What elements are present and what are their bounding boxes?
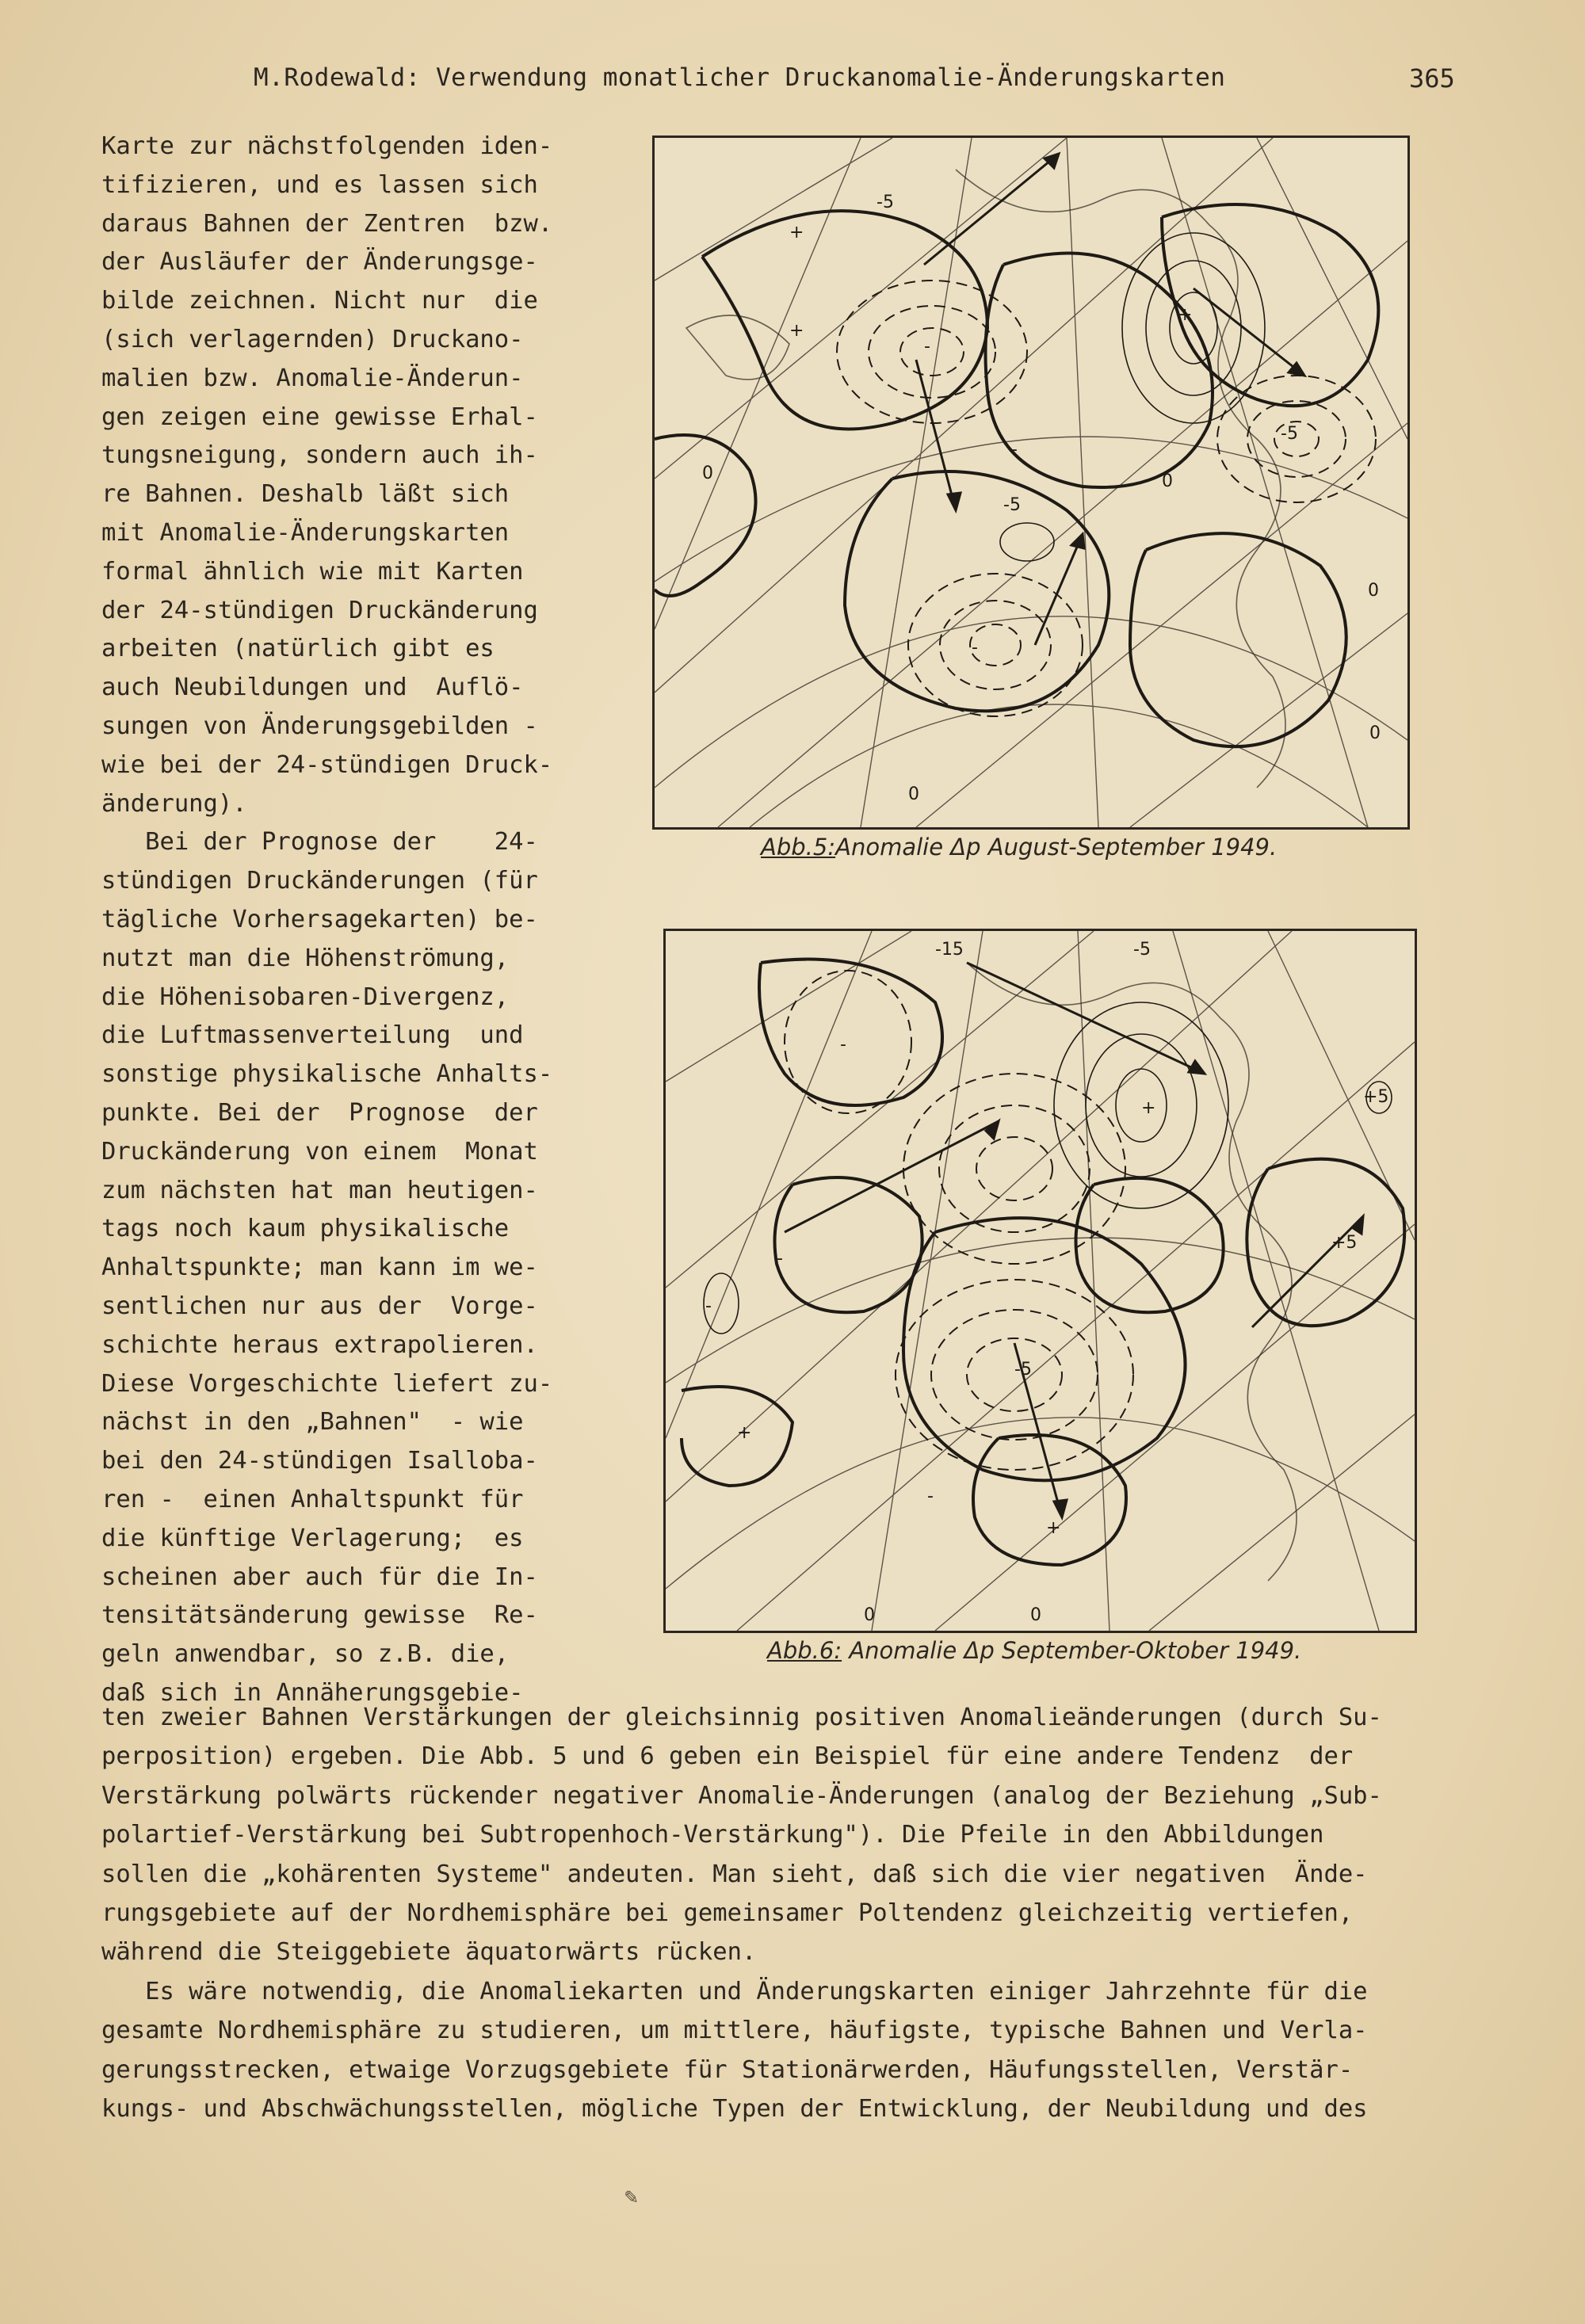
column-text-line: tifizieren, und es lassen sich [101, 170, 538, 199]
full-width-text-line: Verstärkung polwärts rückender negativer Anomalie-Änderungen (analog der Beziehung „Sub- [101, 1781, 1382, 1810]
column-text-line: schichte heraus extrapolieren. [101, 1330, 538, 1359]
figure-5-map [652, 135, 1410, 830]
running-header: M.Rodewald: Verwendung monatlicher Druckanomalie-Änderungskarten [254, 63, 1226, 92]
column-text-line: der 24-stündigen Druckänderung [101, 596, 538, 624]
figure-5-label: 0 [908, 784, 919, 804]
column-text-line: arbeiten (natürlich gibt es [101, 635, 495, 663]
full-width-text-line: ten zweier Bahnen Verstärkungen der gleichsinnig positiven Anomalieänderungen (durch Su- [101, 1704, 1382, 1731]
figure-6-map [663, 929, 1417, 1633]
full-width-text-line: perposition) ergeben. Die Abb. 5 und 6 geben ein Beispiel für eine andere Tendenz der [101, 1742, 1354, 1771]
column-text-line: (sich verlagernden) Druckano- [101, 326, 524, 353]
column-text-line: zum nächsten hat man heutigen- [101, 1176, 538, 1204]
column-text-line: tungsneigung, sondern auch ih- [101, 441, 538, 470]
column-text-line: tags noch kaum physikalische [101, 1215, 510, 1243]
figure-5-label: 0 [1368, 581, 1379, 601]
column-text-line: Bei der Prognose der 24- [101, 828, 538, 857]
column-text-line: sungen von Änderungsgebilden - [101, 712, 538, 740]
column-text-line: scheinen aber auch für die In- [101, 1563, 538, 1591]
figure-6-label: +5 [1331, 1233, 1358, 1253]
column-text-line: Druckänderung von einem Monat [101, 1137, 538, 1166]
column-text-line: daraus Bahnen der Zentren bzw. [101, 209, 553, 238]
figure-5-label: -5 [1003, 495, 1021, 515]
figure-6-label: -15 [935, 940, 964, 960]
full-width-text-line: gesamte Nordhemisphäre zu studieren, um mittlere, häufigste, typische Bahnen und Verla- [101, 2017, 1368, 2045]
column-text-line: sonstige physikalische Anhalts- [101, 1060, 553, 1089]
column-text-line: tägliche Vorhersagekarten) be- [101, 906, 538, 933]
column-text-line: tensitätsänderung gewisse Re- [101, 1601, 538, 1630]
figure-5-label: + [1178, 305, 1193, 325]
column-text-line: mit Anomalie-Änderungskarten [101, 519, 510, 547]
figure-6-label: -5 [1014, 1360, 1032, 1380]
column-text-line: sentlichen nur aus der Vorge- [101, 1292, 538, 1320]
figure-5-label: - [924, 337, 930, 357]
figure-5-caption-title: Anomalie Δp August-September 1949. [835, 834, 1278, 861]
column-text-line: Diese Vorgeschichte liefert zu- [101, 1369, 553, 1398]
figure-6-label: + [1141, 1098, 1156, 1118]
figure-6-caption-title: Anomalie Δp September-Oktober 1949. [849, 1637, 1302, 1664]
column-text-line: ren - einen Anhaltspunkt für [101, 1486, 524, 1513]
figure-6-label: 0 [1030, 1605, 1041, 1625]
column-text-line: wie bei der 24-stündigen Druck- [101, 750, 553, 779]
column-text-line: re Bahnen. Deshalb läßt sich [101, 480, 510, 509]
figure-5-label: -5 [1281, 424, 1298, 444]
figure-5-label: 0 [1369, 723, 1381, 743]
column-text-line: geln anwendbar, so z.B. die, [101, 1640, 510, 1669]
column-text-line: der Ausläufer der Änderungsge- [101, 248, 538, 277]
figure-6-map-drawing [666, 931, 1415, 1631]
figure-6-label: -5 [1133, 940, 1151, 960]
full-width-text-line: während die Steiggebiete äquatorwärts rücken. [101, 1938, 757, 1967]
figure-5-label: + [789, 223, 804, 242]
figure-6-label: +5 [1363, 1087, 1389, 1107]
column-text-line: Anhaltspunkte; man kann im we- [101, 1254, 538, 1282]
figure-5-label: - [972, 638, 978, 658]
figure-6-label: 0 [864, 1605, 875, 1625]
column-text-line: die künftige Verlagerung; es [101, 1524, 524, 1552]
figure-6-caption-abb: Abb.6: [767, 1637, 842, 1664]
column-text-line: auch Neubildungen und Auflö- [101, 674, 524, 702]
figure-5-caption-abb: Abb.5: [761, 834, 836, 861]
figure-6-label: + [1046, 1518, 1061, 1538]
column-text-line: formal ähnlich wie mit Karten [101, 557, 524, 586]
figure-5-map-drawing [655, 138, 1407, 827]
figure-5-label: 0 [702, 464, 713, 483]
figure-6-label: - [840, 1035, 846, 1055]
column-text-line: Karte zur nächstfolgenden iden- [101, 132, 553, 160]
column-text-line: bei den 24-stündigen Isalloba- [101, 1447, 538, 1475]
column-text-line: bilde zeichnen. Nicht nur die [101, 287, 538, 315]
full-width-text-line: kungs- und Abschwächungsstellen, mögliche Typen der Entwicklung, der Neubildung und des [101, 2095, 1368, 2123]
full-width-text-line: polartief-Verstärkung bei Subtropenhoch-Verstärkung"). Die Pfeile in den Abbildungen [101, 1821, 1324, 1849]
column-text-line: gen zeigen eine gewisse Erhal- [101, 403, 538, 431]
figure-5-label: - [1011, 440, 1018, 460]
column-text-line: daß sich in Annäherungsgebie- [101, 1679, 524, 1707]
figure-5-label: -5 [877, 193, 894, 212]
ink-smudge: ✎ [624, 2183, 638, 2209]
figure-5-label: + [789, 321, 804, 341]
column-text-line: malien bzw. Anomalie-Änderun- [101, 364, 524, 392]
full-width-text-line: Es wäre notwendig, die Anomaliekarten und Änderungskarten einiger Jahrzehnte für die [101, 1977, 1368, 2005]
figure-6-caption [767, 1637, 1301, 1664]
full-width-text-line: gerungsstrecken, etwaige Vorzugsgebiete für Stationärwerden, Häufungsstellen, Verstär- [101, 2055, 1354, 2084]
figure-5-label: 0 [1162, 471, 1173, 491]
page-number: 365 [1409, 63, 1455, 93]
column-text-line: änderung). [101, 789, 247, 818]
column-text-line: stündigen Druckänderungen (für [101, 867, 538, 895]
column-text-line: nächst in den „Bahnen" - wie [101, 1408, 524, 1437]
figure-6-label: - [927, 1486, 934, 1506]
full-width-text-line: sollen die „kohärenten Systeme" andeuten. Man sieht, daß sich die vier negativen Ände- [101, 1860, 1368, 1888]
figure-6-label: + [737, 1423, 752, 1443]
figure-5-caption [761, 834, 1277, 861]
column-text-line: nutzt man die Höhenströmung, [101, 944, 510, 972]
full-width-text-line: rungsgebiete auf der Nordhemisphäre bei gemeinsamer Poltendenz gleichzeitig vertiefen, [101, 1899, 1354, 1927]
column-text-line: punkte. Bei der Prognose der [101, 1099, 538, 1127]
column-text-line: die Luftmassenverteilung und [101, 1021, 524, 1050]
figure-6-label: - [705, 1296, 712, 1316]
column-text-line: die Höhenisobaren-Divergenz, [101, 983, 510, 1011]
figure-6-label: - [777, 1249, 783, 1269]
